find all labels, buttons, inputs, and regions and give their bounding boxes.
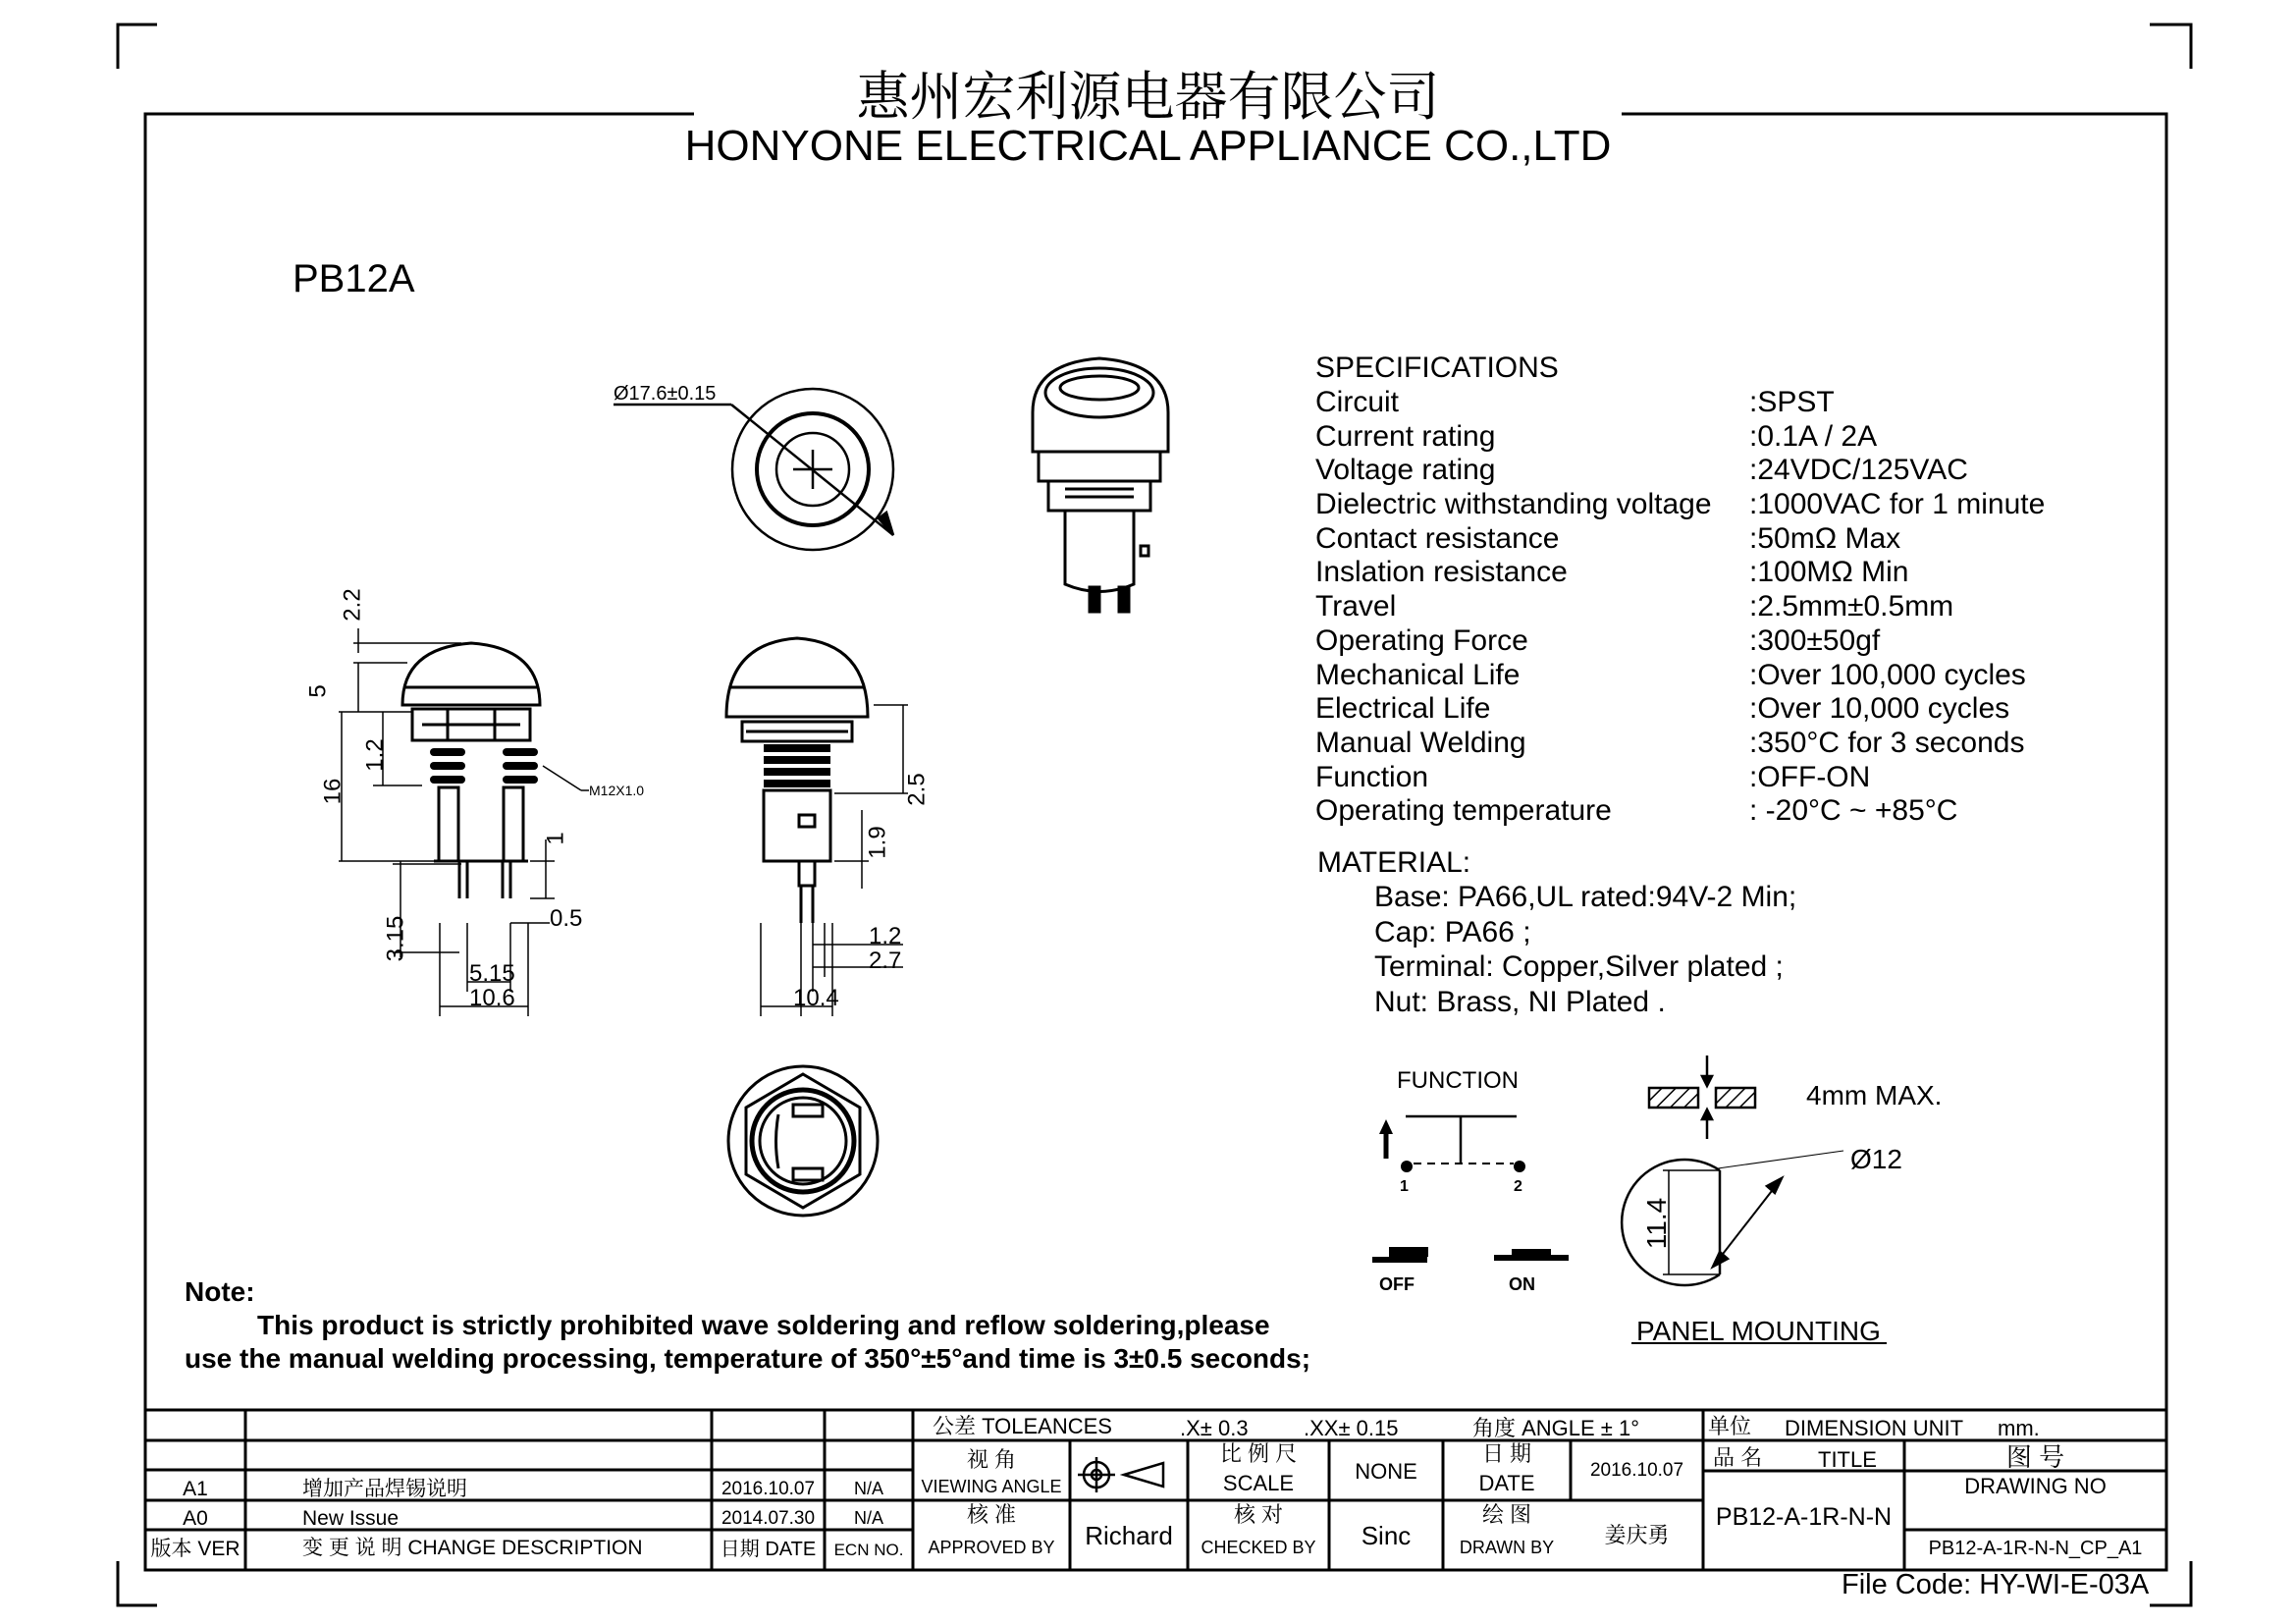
spec-label: Electrical Life bbox=[1315, 692, 1491, 726]
spec-value: :24VDC/125VAC bbox=[1749, 454, 1968, 487]
spec-label: Inslation resistance bbox=[1315, 556, 1568, 589]
note-line-1: This product is strictly prohibited wave soldering and reflow soldering,please bbox=[257, 1310, 1270, 1340]
spec-value: :1000VAC for 1 minute bbox=[1749, 488, 2046, 521]
spec-label: Manual Welding bbox=[1315, 726, 1526, 759]
bottom-view bbox=[728, 1066, 878, 1216]
note-line-2: use the manual welding processing, temperature of 350°±5°and time is 3±0.5 seconds; bbox=[185, 1343, 1311, 1374]
rev-header-date: 日期 DATE bbox=[720, 1539, 817, 1560]
rev-date: 2016.10.07 bbox=[721, 1479, 816, 1499]
dim-1-2-right: 1.2 bbox=[869, 923, 902, 949]
tb-drawing-en: DRAWING NO bbox=[1964, 1474, 2107, 1498]
spec-value: :300±50gf bbox=[1749, 623, 1881, 657]
tb-scale-en: SCALE bbox=[1222, 1471, 1295, 1495]
spec-value: : -20°C ~ +85°C bbox=[1749, 794, 1958, 828]
spec-label: Contact resistance bbox=[1315, 521, 1560, 555]
dim-1-2-left: 1.2 bbox=[361, 738, 389, 772]
spec-value: :Over 10,000 cycles bbox=[1749, 692, 2010, 726]
material-item: Base: PA66,UL rated:94V-2 Min; bbox=[1374, 881, 1797, 913]
panel-diameter: Ø12 bbox=[1850, 1144, 1902, 1174]
note-heading: Note: bbox=[185, 1276, 255, 1307]
corner-mark-tr bbox=[2150, 25, 2191, 69]
rev-header-desc: 变 更 说 明 CHANGE DESCRIPTION bbox=[302, 1537, 643, 1559]
tb-checked-en: CHECKED BY bbox=[1201, 1538, 1316, 1557]
file-code: File Code: HY-WI-E-03A bbox=[1842, 1569, 2150, 1600]
material-list bbox=[1374, 880, 1796, 1019]
spec-label: Dielectric withstanding voltage bbox=[1315, 488, 1712, 521]
dim-thread: M12X1.0 bbox=[589, 783, 645, 798]
spec-label: Travel bbox=[1315, 590, 1397, 623]
material-heading: MATERIAL: bbox=[1317, 846, 1471, 879]
tb-part-cn: 品 名 bbox=[1713, 1445, 1763, 1470]
material-item: Nut: Brass, NI Plated . bbox=[1374, 985, 1666, 1018]
tb-tol-xx: .XX± 0.15 bbox=[1304, 1416, 1399, 1440]
dim-2-7: 2.7 bbox=[869, 947, 902, 974]
tb-date-cn: 日 期 bbox=[1481, 1441, 1532, 1466]
tb-tol-angle: 角度 ANGLE ± 1° bbox=[1472, 1416, 1640, 1440]
tb-date-value: 2016.10.07 bbox=[1589, 1460, 1684, 1481]
spec-labels bbox=[1315, 386, 1712, 829]
rev-desc: 增加产品焊锡说明 bbox=[302, 1478, 467, 1500]
tb-scale-value: NONE bbox=[1355, 1459, 1417, 1484]
rev-ecn: N/A bbox=[853, 1508, 883, 1528]
tb-scale-cn: 比 例 尺 bbox=[1219, 1441, 1298, 1466]
tb-unit-text: DIMENSION UNIT bbox=[1785, 1416, 1964, 1440]
rev-ecn: N/A bbox=[853, 1479, 883, 1498]
spec-value: :SPST bbox=[1749, 386, 1835, 418]
rev-date: 2014.07.30 bbox=[721, 1508, 816, 1529]
rev-header-ecn: ECN NO. bbox=[833, 1541, 904, 1559]
material-item: Terminal: Copper,Silver plated ; bbox=[1374, 950, 1784, 983]
dim-10-4: 10.4 bbox=[793, 985, 839, 1011]
panel-flat-dimension: 11.4 bbox=[1641, 1197, 1673, 1250]
tb-unit-value: mm. bbox=[1998, 1416, 2040, 1440]
spec-label: Operating temperature bbox=[1315, 794, 1612, 828]
projection-symbol bbox=[1078, 1457, 1163, 1492]
dim-10-6: 10.6 bbox=[469, 985, 515, 1011]
spec-label: Operating Force bbox=[1315, 623, 1528, 657]
tb-drawing-cn: 图 号 bbox=[2005, 1442, 2065, 1472]
dim-0-5: 0.5 bbox=[550, 905, 583, 932]
corner-mark-bl bbox=[118, 1561, 157, 1605]
spec-values bbox=[1749, 386, 2045, 829]
corner-mark-br bbox=[2150, 1561, 2191, 1605]
dim-2-2: 2.2 bbox=[339, 588, 366, 622]
rev-ver: A1 bbox=[183, 1478, 208, 1500]
dim-16: 16 bbox=[319, 778, 347, 805]
company-name-chinese: 惠州宏利源电器有限公司 bbox=[856, 66, 1440, 128]
spec-value: :OFF-ON bbox=[1749, 760, 1871, 793]
dim-5: 5 bbox=[304, 684, 332, 698]
material-item: Cap: PA66 ; bbox=[1374, 915, 1531, 948]
spec-label: Circuit bbox=[1315, 386, 1400, 418]
spec-label: Current rating bbox=[1315, 419, 1496, 453]
model-number: PB12A bbox=[293, 257, 415, 300]
tb-viewing-en: VIEWING ANGLE bbox=[921, 1477, 1062, 1496]
dim-1-9: 1.9 bbox=[864, 826, 891, 859]
front-view bbox=[339, 628, 589, 1016]
top-view bbox=[614, 389, 893, 550]
dim-top-diameter: Ø17.6±0.15 bbox=[614, 383, 717, 405]
dim-2-5: 2.5 bbox=[903, 773, 931, 806]
tb-part-en: TITLE bbox=[1818, 1447, 1877, 1472]
spec-value: :350°C for 3 seconds bbox=[1749, 726, 2025, 759]
tb-tolerances-label: 公差 TOLEANCES bbox=[933, 1414, 1112, 1438]
dim-1: 1 bbox=[542, 832, 569, 845]
panel-thickness: 4mm MAX. bbox=[1806, 1080, 1943, 1110]
tb-drawing-number: PB12-A-1R-N-N_CP_A1 bbox=[1928, 1538, 2143, 1559]
spec-value: :2.5mm±0.5mm bbox=[1749, 590, 1954, 623]
tb-drawn-en: DRAWN BY bbox=[1459, 1538, 1555, 1557]
tb-approved-cn: 核 准 bbox=[966, 1502, 1017, 1527]
panel-mounting-title: PANEL MOUNTING bbox=[1636, 1316, 1881, 1346]
tb-drawn-cn: 绘 图 bbox=[1481, 1502, 1532, 1527]
tb-checked-cn: 核 对 bbox=[1233, 1502, 1284, 1527]
function-off-label: OFF bbox=[1379, 1274, 1415, 1294]
tb-checked-value: Sinc bbox=[1361, 1521, 1412, 1550]
corner-mark-tl bbox=[118, 25, 157, 69]
tb-approved-value: Richard bbox=[1085, 1521, 1173, 1550]
spec-label: Function bbox=[1315, 760, 1429, 793]
dim-3-15: 3.15 bbox=[382, 915, 409, 962]
tb-approved-en: APPROVED BY bbox=[928, 1538, 1055, 1557]
spec-value: :100MΩ Min bbox=[1749, 556, 1909, 589]
spec-value: :Over 100,000 cycles bbox=[1749, 658, 2026, 691]
tb-date-en: DATE bbox=[1478, 1471, 1535, 1495]
company-name-english: HONYONE ELECTRICAL APPLIANCE CO.,LTD bbox=[684, 122, 1612, 170]
tb-tol-x: .X± 0.3 bbox=[1180, 1416, 1249, 1440]
perspective-view bbox=[1033, 358, 1168, 612]
spec-label: Mechanical Life bbox=[1315, 658, 1521, 691]
spec-label: Voltage rating bbox=[1315, 454, 1496, 487]
dim-5-15: 5.15 bbox=[469, 960, 515, 987]
function-pin-1: 1 bbox=[1400, 1178, 1409, 1195]
tb-viewing-cn: 视 角 bbox=[966, 1447, 1017, 1472]
rev-desc: New Issue bbox=[302, 1507, 400, 1530]
tb-unit-label: 单位 bbox=[1708, 1414, 1752, 1438]
specifications-heading: SPECIFICATIONS bbox=[1315, 352, 1559, 384]
tb-drawn-value: 姜庆勇 bbox=[1604, 1523, 1670, 1547]
function-title: FUNCTION bbox=[1397, 1067, 1519, 1094]
rev-header-ver: 版本 VER bbox=[150, 1538, 240, 1560]
function-on-label: ON bbox=[1509, 1274, 1535, 1294]
rev-ver: A0 bbox=[183, 1507, 208, 1530]
function-pin-2: 2 bbox=[1514, 1178, 1522, 1195]
spec-value: :0.1A / 2A bbox=[1749, 419, 1878, 453]
tb-part-number: PB12-A-1R-N-N bbox=[1715, 1503, 1893, 1531]
spec-value: :50mΩ Max bbox=[1749, 521, 1901, 555]
